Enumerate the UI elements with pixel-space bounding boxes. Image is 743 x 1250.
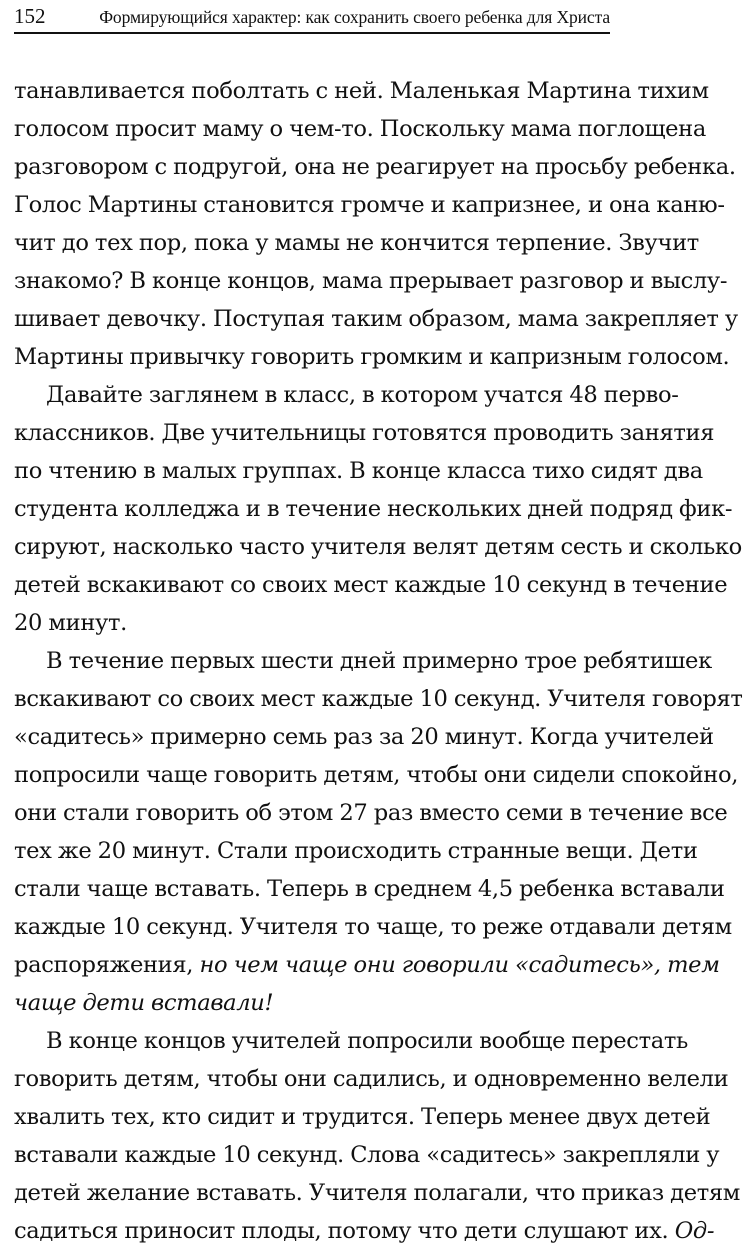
text-line: вскакивают со своих мест каждые 10 секунд. Учителя говорят (14, 686, 743, 712)
text-fragment: садиться приносит плоды, потому что дети слушают их. (14, 1218, 669, 1244)
text-line: детей желание вставать. Учителя полагали, что приказ детям (14, 1180, 740, 1206)
text-line: чаще дети вставали! (14, 990, 274, 1016)
text-line: разговором с подругой, она не реагирует на просьбу ребенка. (14, 154, 736, 180)
text-line (14, 1212, 715, 1250)
text-line: В течение первых шести дней примерно трое ребятишек (46, 648, 712, 674)
text-line: знакомо? В конце концов, мама прерывает разговор и выслу- (14, 268, 728, 294)
text-line: сируют, насколько часто учителя велят детям сесть и сколько (14, 534, 742, 560)
text-line: классников. Две учительницы готовятся проводить занятия (14, 420, 715, 446)
page-body (14, 72, 743, 1250)
text-line: Мартины привычку говорить громким и капризным голосом. (14, 344, 730, 370)
running-title: Формирующийся характер: как сохранить своего ребенка для Христа (99, 7, 610, 27)
paragraph-1 (14, 72, 738, 376)
text-line: детей вскакивают со своих мест каждые 10 секунд в течение (14, 572, 728, 598)
text-line: «садитесь» примерно семь раз за 20 минут. Когда учителей (14, 724, 714, 750)
page-number: 152 (14, 4, 46, 28)
text-line: говорить детям, чтобы они садились, и одновременно велели (14, 1066, 729, 1092)
text-line: каждые 10 секунд. Учителя то чаще, то реже отдавали детям (14, 914, 732, 940)
paragraph-3 (14, 642, 743, 1022)
text-line: шивает девочку. Поступая таким образом, мама закрепляет у (14, 306, 738, 332)
paragraph-2 (14, 376, 742, 642)
text-line: тех же 20 минут. Стали происходить странные вещи. Дети (14, 838, 698, 864)
text-line: голосом просит маму о чем-то. Поскольку мама поглощена (14, 116, 706, 142)
text-line: студента колледжа и в течение нескольких дней подряд фик- (14, 496, 733, 522)
text-line: они стали говорить об этом 27 раз вместо семи в течение все (14, 800, 728, 826)
text-fragment: распоряжения, (14, 952, 194, 978)
italic-fragment: Од- (674, 1218, 715, 1244)
text-line: Давайте заглянем в класс, в котором учатся 48 перво- (46, 382, 679, 408)
text-line: стали чаще вставать. Теперь в среднем 4,5 ребенка вставали (14, 876, 725, 902)
running-head (14, 0, 610, 34)
text-line: 20 минут. (14, 610, 127, 636)
text-line: танавливается поболтать с ней. Маленькая Мартина тихим (14, 78, 709, 104)
text-line: вставали каждые 10 секунд. Слова «садитесь» закрепляли у (14, 1142, 720, 1168)
text-line (14, 946, 720, 984)
text-line: попросили чаще говорить детям, чтобы они сидели спокойно, (14, 762, 739, 788)
text-line: хвалить тех, кто сидит и трудится. Теперь менее двух детей (14, 1104, 711, 1130)
text-line: чит до тех пор, пока у мамы не кончится терпение. Звучит (14, 230, 699, 256)
italic-fragment: но чем чаще они говорили «садитесь», тем (199, 952, 720, 978)
text-line: В конце концов учителей попросили вообще перестать (46, 1028, 688, 1054)
paragraph-4 (14, 1022, 740, 1250)
text-line: по чтению в малых группах. В конце класса тихо сидят два (14, 458, 703, 484)
text-line: Голос Мартины становится громче и капризнее, и она каню- (14, 192, 725, 218)
